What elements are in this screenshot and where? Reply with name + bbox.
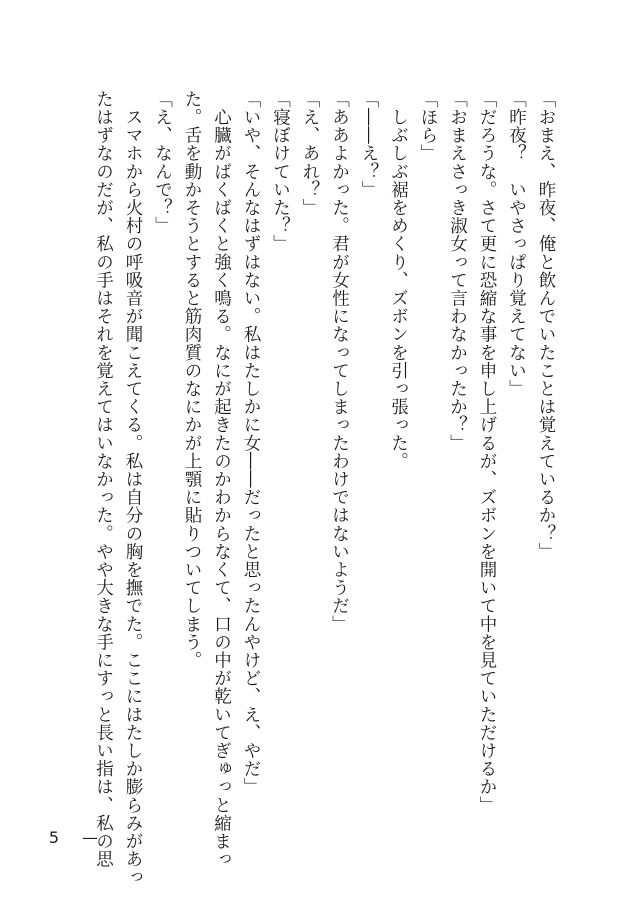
text-line: 「ああよかった。君が女性になってしまったわけではないようだ」 (329, 90, 350, 633)
text-line: 「いや、そんなはずはない。私はたしかに女――だったと思ったんやけど、え、やだ」 (241, 90, 261, 796)
text-line: 「え、なんで？」 (152, 90, 173, 235)
footer-dash: — (82, 828, 98, 847)
text-line: たはずなのだが、私の手はそれを覚えてはいなかった。やや大きな手にすっと長い指は、私の思 (93, 90, 114, 869)
text-line: 「寝ぼけていた？」 (270, 90, 291, 253)
text-line: た。舌を動かそうとすると筋肉質のなにかが上顎に貼りついてしまう。 (182, 90, 202, 670)
text-line: スマホから火村の呼吸音が聞こえてくる。私は自分の胸を撫でた。ここにはたしか膨らみがあっ (123, 90, 143, 887)
text-line: 「おまえ、昨夜、俺と飲んでいたことは覚えているか？」 (536, 90, 556, 561)
text-line: 「おまえさっき淑女って言わなかったか？」 (447, 90, 468, 452)
page-number: 5 (48, 828, 60, 847)
text-line: 「え、あれ？」 (300, 90, 320, 217)
text-line: 「昨夜？ いやさっぱり覚えてない」 (506, 90, 527, 398)
text-line: 「ほら」 (418, 90, 438, 163)
text-line: 心臓がばくばくと強く鳴る。なにが起きたのかわからなくて、口の中が乾いてぎゅっと縮まっ (211, 90, 232, 869)
text-line: 「だろうな。さて更に恐縮な事を申し上げるが、ズボンを開いて中を見ていただけるか」 (477, 90, 497, 814)
text-line: しぶしぶ裾をめくり、ズボンを引っ張った。 (388, 90, 409, 471)
page-footer (40, 828, 98, 847)
vertical-text-body (88, 90, 560, 887)
text-line: 「――え？」 (359, 90, 379, 199)
